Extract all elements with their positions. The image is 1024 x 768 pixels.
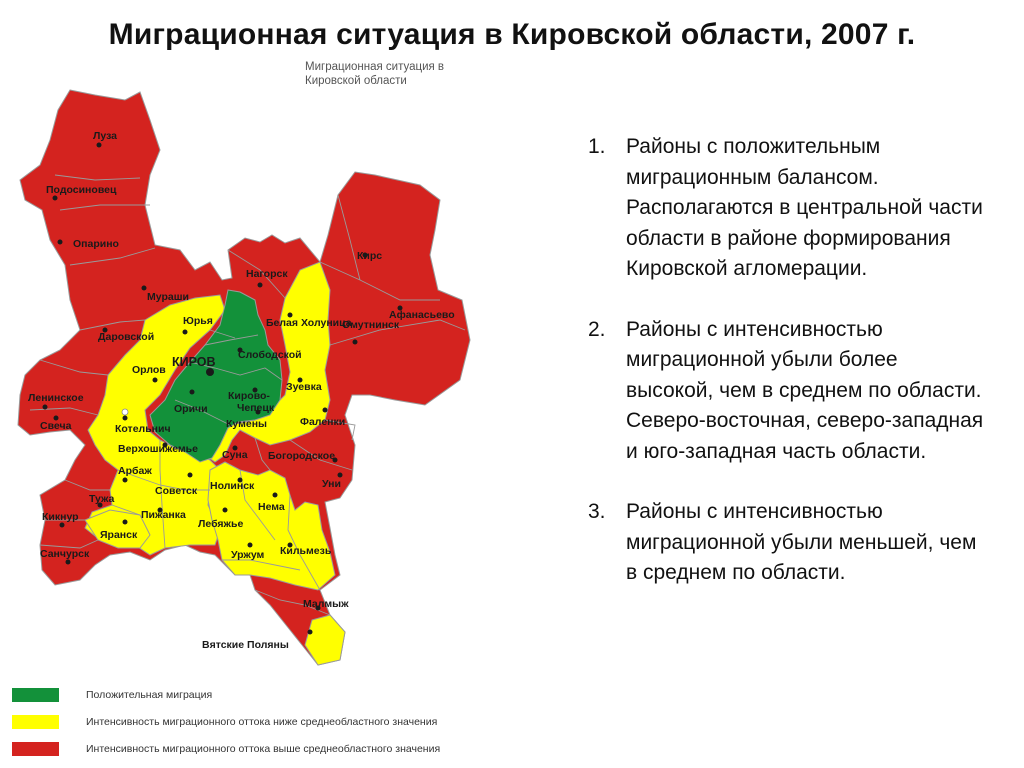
label-falenki: Фаленки <box>300 416 346 428</box>
label-kiknur: Кикнур <box>42 511 79 523</box>
note-text: Районы с положительным миграционным балансом. Располагаются в центральной части области в районе формирования Кировской агломерации. <box>626 135 983 280</box>
legend-label: Положительная миграция <box>86 689 213 701</box>
legend-label: Интенсивность миграционного оттока выше среднеобластного значения <box>86 743 441 755</box>
label-bogorodskoe: Богородское <box>268 450 336 462</box>
label-luza: Луза <box>93 130 117 142</box>
label-kirs: Кирс <box>357 250 383 262</box>
label-leninskoe: Ленинское <box>28 392 84 404</box>
label-nema: Нема <box>258 501 285 513</box>
label-afanasievo: Афанасьево <box>389 309 455 321</box>
label-daromskoe: Даровской <box>98 331 155 343</box>
legend-swatch-yellow <box>12 715 59 729</box>
label-suna: Суна <box>222 449 248 461</box>
label-slobodskoy: Слободской <box>238 349 302 361</box>
label-uni: Уни <box>322 478 341 490</box>
label-nolinsk: Нолинск <box>210 480 255 492</box>
label-kirovo-chepetsk-1: Кирово- <box>228 390 270 402</box>
note-item <box>588 132 988 285</box>
legend-row-above-average <box>12 742 512 760</box>
label-murashi: Мураши <box>147 291 189 303</box>
legend-row-below-average <box>12 715 512 733</box>
label-kotelnich: Котельнич <box>115 423 171 435</box>
legend-row-positive <box>12 688 512 706</box>
label-arbazh: Арбаж <box>118 465 152 477</box>
label-verhoshizhemie: Верхошижемье <box>118 443 198 455</box>
label-svecha: Свеча <box>40 420 72 432</box>
label-yuria: Юрья <box>183 315 213 327</box>
label-tuzha: Тужа <box>89 493 115 505</box>
label-yaransk: Яранск <box>100 529 138 541</box>
label-urzhum: Уржум <box>231 549 265 561</box>
legend-swatch-red <box>12 742 59 756</box>
note-item <box>588 497 988 589</box>
label-kumeny: Кумены <box>226 418 268 430</box>
note-item <box>588 315 988 468</box>
note-text: Районы с интенсивностью миграционной убыли меньшей, чем в среднем по области. <box>626 500 977 584</box>
note-number: 1. <box>588 135 606 158</box>
label-zuevka: Зуевка <box>286 381 322 393</box>
map-hollow-marker <box>122 409 128 415</box>
note-number: 3. <box>588 500 606 523</box>
label-nagorsk: Нагорск <box>246 268 288 280</box>
label-vyatskie-polyany: Вятские Поляны <box>202 639 289 651</box>
kirov-city-marker <box>206 368 214 376</box>
label-sovetsk: Советск <box>155 485 198 497</box>
notes-list <box>588 132 988 619</box>
label-malmyzh: Малмыж <box>303 598 349 610</box>
label-kirov: КИРОВ <box>172 355 216 369</box>
label-pizhanka: Пижанка <box>141 509 186 521</box>
note-text: Районы с интенсивностью миграционной убыли более высокой, чем в среднем по области. Северо-восточная, северо-западная и юго-западная часть области. <box>626 317 984 463</box>
note-number: 2. <box>588 317 606 341</box>
label-orichi: Оричи <box>174 403 208 415</box>
label-orlov: Орлов <box>132 364 166 376</box>
map-caption-line-2: Кировской области <box>305 75 407 87</box>
map-caption-line-1: Миграционная ситуация в <box>305 61 445 73</box>
legend-swatch-green <box>12 688 59 702</box>
slide-title: Миграционная ситуация в Кировской области, 2007 г. <box>108 18 916 51</box>
label-omutninsk: Омутнинск <box>342 319 400 331</box>
label-sanchursk: Санчурск <box>40 548 90 560</box>
label-podosinovets: Подосиновец <box>46 184 117 196</box>
label-kilmez: Кильмезь <box>280 545 332 557</box>
label-belaya-kholunitsa: Белая Холуница <box>266 317 352 329</box>
yellow-zone-polyany <box>305 615 345 665</box>
legend-label: Интенсивность миграционного оттока ниже среднеобластного значения <box>86 716 438 728</box>
label-lebyazhie: Лебяжье <box>198 518 244 530</box>
label-kirovo-chepetsk-2: Чепецк <box>237 402 275 414</box>
label-oparino: Опарино <box>73 238 119 250</box>
